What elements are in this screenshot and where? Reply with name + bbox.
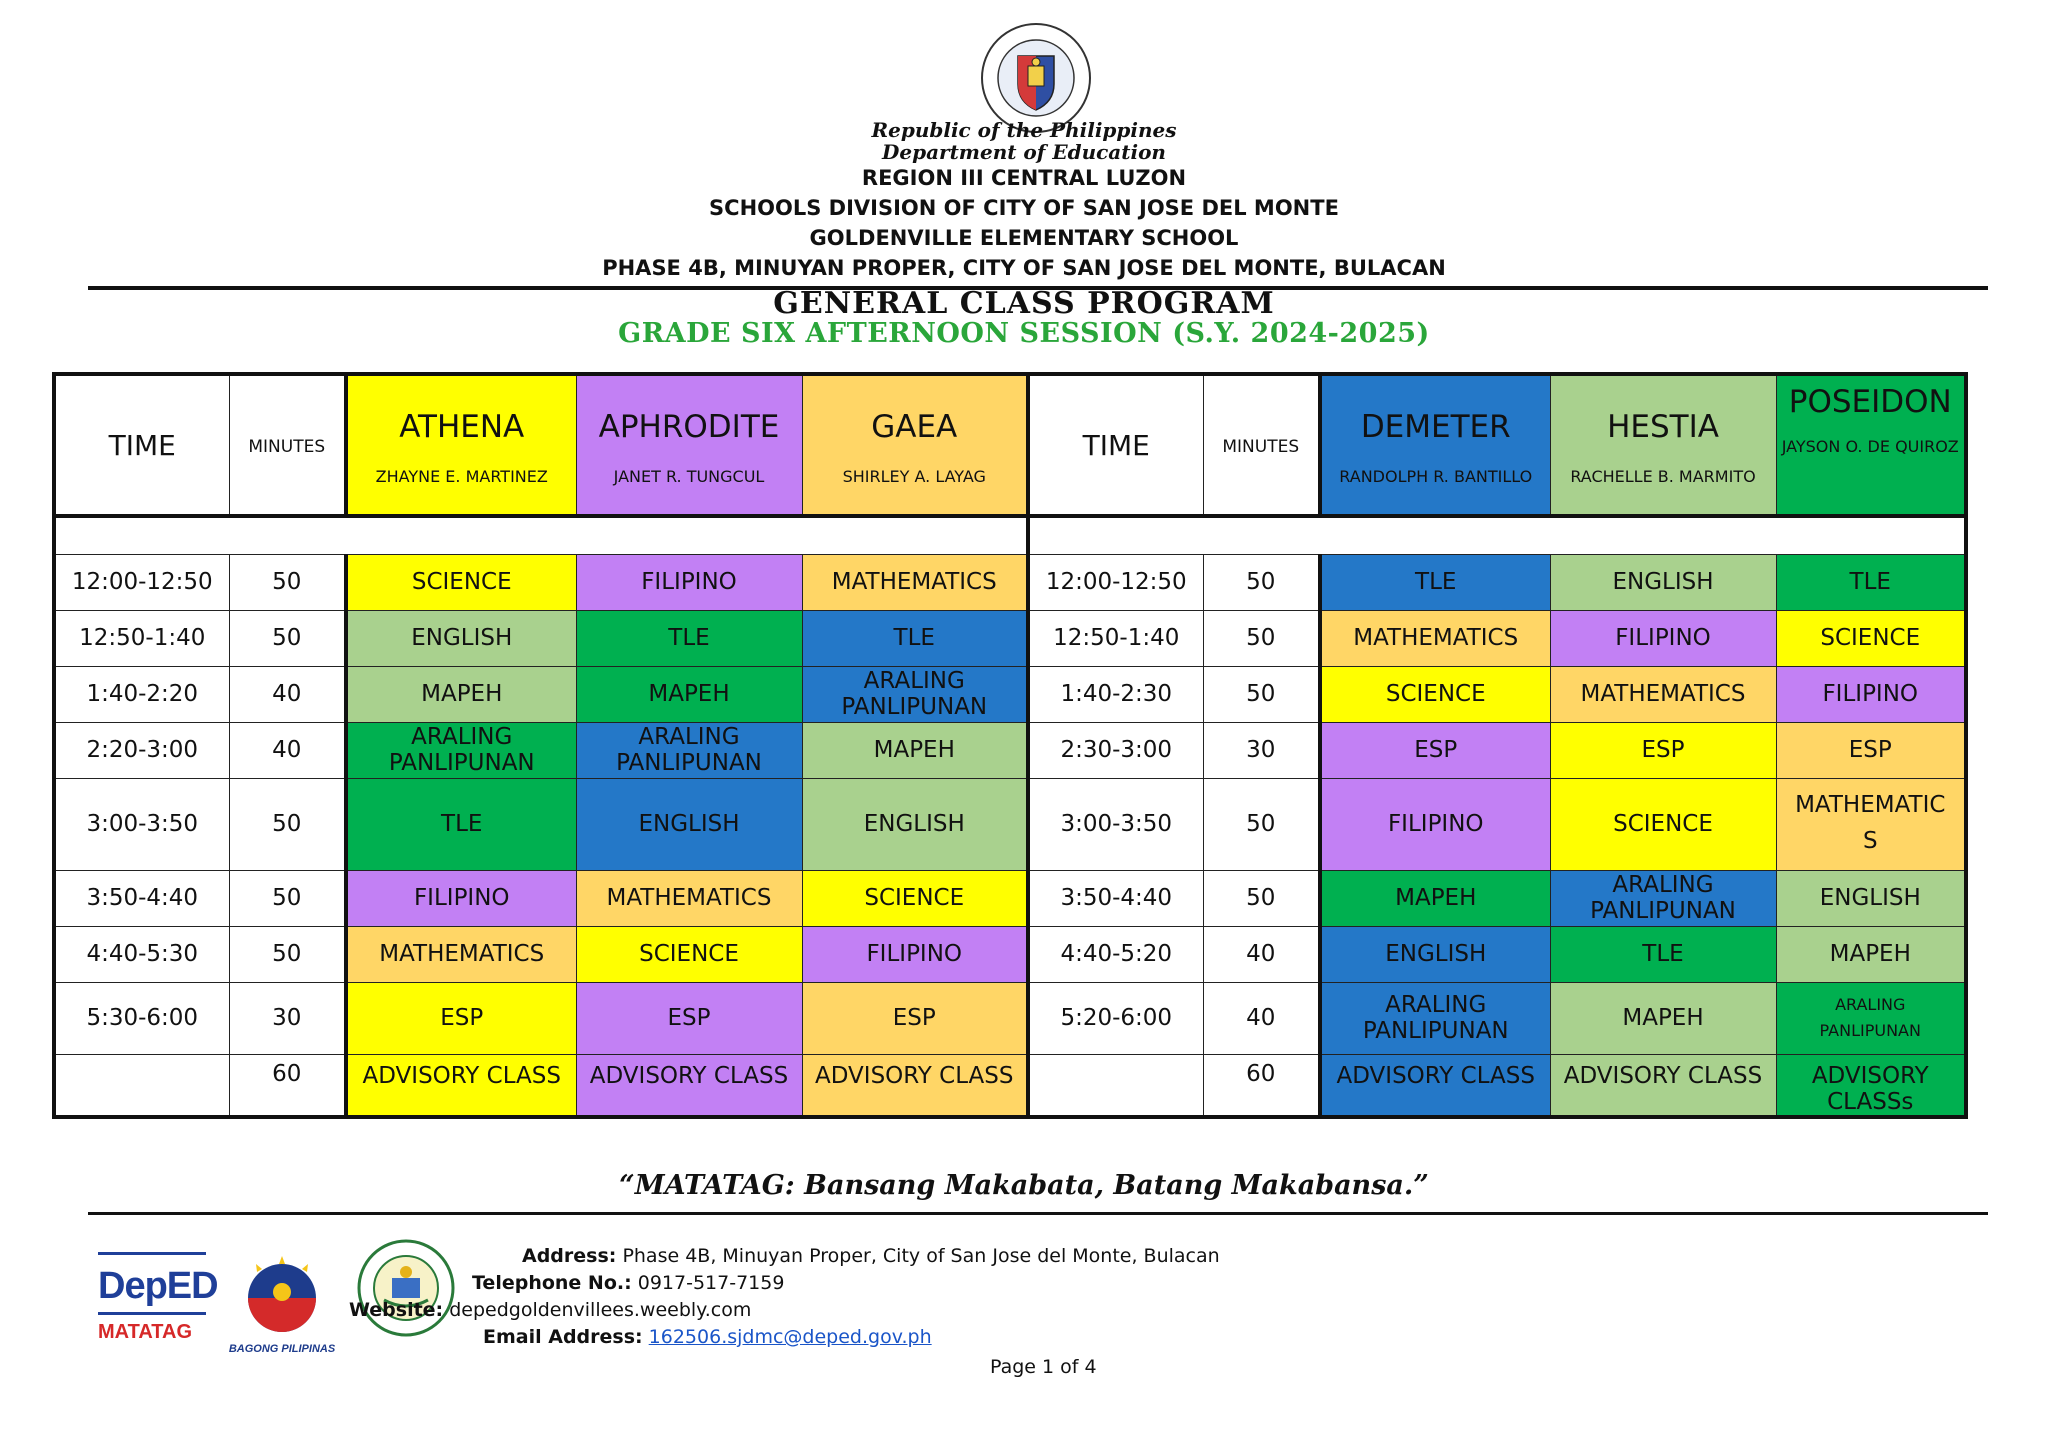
schedule-row bbox=[54, 722, 1966, 778]
subject-cell: ENGLISH bbox=[1320, 926, 1550, 982]
subject-cell: MAPEH bbox=[1776, 926, 1966, 982]
document-subtitle: GRADE SIX AFTERNOON SESSION (S.Y. 2024-2025) bbox=[618, 318, 1430, 349]
bagong-pilipinas-emblem-icon bbox=[222, 1252, 342, 1338]
time-cell: 12:00-12:50 bbox=[1028, 554, 1203, 610]
time-cell: 12:50-1:40 bbox=[1028, 610, 1203, 666]
subject-cell: FILIPINO bbox=[576, 554, 802, 610]
subject-cell: FILIPINO bbox=[1776, 666, 1966, 722]
goldenville-school-seal-logo bbox=[356, 1238, 456, 1338]
subject-cell: ESP bbox=[576, 982, 802, 1054]
minutes-cell: 50 bbox=[1203, 666, 1320, 722]
republic-line: Republic of the Philippines bbox=[871, 118, 1177, 142]
subject-cell: MAPEH bbox=[1550, 982, 1776, 1054]
minutes-cell: 50 bbox=[1203, 554, 1320, 610]
page-number: Page 1 of 4 bbox=[990, 1356, 1097, 1378]
subject-cell: SCIENCE bbox=[1776, 610, 1966, 666]
subject-cell: ESP bbox=[1550, 722, 1776, 778]
subject-cell: MATHEMATICS bbox=[346, 926, 576, 982]
subject-cell: SCIENCE bbox=[576, 926, 802, 982]
subject-cell: ARALING PANLIPUNAN bbox=[576, 722, 802, 778]
subject-cell: ADVISORY CLASS bbox=[346, 1054, 576, 1117]
time-cell: 3:50-4:40 bbox=[1028, 870, 1203, 926]
motto: “MATATAG: Bansang Makabata, Batang Makabansa.” bbox=[619, 1170, 1429, 1201]
subject-cell: MATHEMATICS bbox=[576, 870, 802, 926]
time-cell: 5:20-6:00 bbox=[1028, 982, 1203, 1054]
department-line: Department of Education bbox=[882, 140, 1166, 164]
subject-cell: FILIPINO bbox=[802, 926, 1028, 982]
minutes-cell: 30 bbox=[1203, 722, 1320, 778]
subject-cell: ADVISORY CLASS bbox=[1550, 1054, 1776, 1117]
spacer-left bbox=[54, 516, 1028, 554]
subject-cell: ADVISORY CLASS bbox=[1320, 1054, 1550, 1117]
minutes-cell: 50 bbox=[1203, 870, 1320, 926]
footer-rule bbox=[88, 1212, 1988, 1215]
class-schedule-table bbox=[52, 372, 1968, 1119]
subject-cell: ARALING PANLIPUNAN bbox=[1776, 982, 1966, 1054]
subject-cell: ARALING PANLIPUNAN bbox=[346, 722, 576, 778]
subject-cell: SCIENCE bbox=[1320, 666, 1550, 722]
subject-cell: TLE bbox=[1550, 926, 1776, 982]
minutes-cell: 40 bbox=[229, 666, 346, 722]
section-gaea: GAEA SHIRLEY A. LAYAG bbox=[802, 374, 1028, 516]
subject-cell: TLE bbox=[1776, 554, 1966, 610]
minutes-cell: 50 bbox=[229, 778, 346, 870]
schedule-row bbox=[54, 554, 1966, 610]
division-line: SCHOOLS DIVISION OF CITY OF SAN JOSE DEL MONTE bbox=[709, 196, 1339, 220]
email-link[interactable]: 162506.sjdmc@deped.gov.ph bbox=[648, 1326, 932, 1348]
time-cell: 12:00-12:50 bbox=[54, 554, 229, 610]
schedule-row bbox=[54, 778, 1966, 870]
region-line: REGION III CENTRAL LUZON bbox=[861, 166, 1187, 190]
subject-cell: ENGLISH bbox=[1776, 870, 1966, 926]
time-cell: 1:40-2:30 bbox=[1028, 666, 1203, 722]
spacer-right bbox=[1028, 516, 1966, 554]
time-cell bbox=[1028, 1054, 1203, 1117]
time-cell: 4:40-5:30 bbox=[54, 926, 229, 982]
schedule-row bbox=[54, 926, 1966, 982]
minutes-cell: 40 bbox=[1203, 926, 1320, 982]
time-cell: 1:40-2:20 bbox=[54, 666, 229, 722]
spacer-row bbox=[54, 516, 1966, 554]
subject-cell: TLE bbox=[802, 610, 1028, 666]
schedule-row bbox=[54, 1054, 1966, 1117]
subject-cell: MATHEMATICS bbox=[802, 554, 1028, 610]
subject-cell: MATHEMATICS bbox=[1320, 610, 1550, 666]
subject-cell: ESP bbox=[346, 982, 576, 1054]
subject-cell: ARALING PANLIPUNAN bbox=[1550, 870, 1776, 926]
subject-cell: FILIPINO bbox=[1320, 778, 1550, 870]
subject-cell: ARALING PANLIPUNAN bbox=[802, 666, 1028, 722]
subject-cell: FILIPINO bbox=[1550, 610, 1776, 666]
schedule-row bbox=[54, 982, 1966, 1054]
subject-cell: ESP bbox=[1320, 722, 1550, 778]
time-cell: 4:40-5:20 bbox=[1028, 926, 1203, 982]
subject-cell: MAPEH bbox=[802, 722, 1028, 778]
time-cell: 3:00-3:50 bbox=[54, 778, 229, 870]
subject-cell: MAPEH bbox=[576, 666, 802, 722]
section-hestia: HESTIA RACHELLE B. MARMITO bbox=[1550, 374, 1776, 516]
subject-cell: ENGLISH bbox=[576, 778, 802, 870]
header-row bbox=[54, 374, 1966, 516]
minutes-cell: 50 bbox=[229, 926, 346, 982]
minutes-cell: 60 bbox=[229, 1054, 346, 1117]
time-cell: 2:20-3:00 bbox=[54, 722, 229, 778]
subject-cell: MAPEH bbox=[346, 666, 576, 722]
subject-cell: ESP bbox=[1776, 722, 1966, 778]
time-header: TIME bbox=[54, 374, 229, 516]
subject-cell: ADVISORY CLASS bbox=[576, 1054, 802, 1117]
subject-cell: SCIENCE bbox=[346, 554, 576, 610]
subject-cell: TLE bbox=[1320, 554, 1550, 610]
subject-cell: ADVISORY CLASSs bbox=[1776, 1054, 1966, 1117]
subject-cell: MATHEMATICS bbox=[1550, 666, 1776, 722]
subject-cell: TLE bbox=[576, 610, 802, 666]
section-aphrodite: APHRODITE JANET R. TUNGCUL bbox=[576, 374, 802, 516]
subject-cell: ENGLISH bbox=[346, 610, 576, 666]
time-cell: 12:50-1:40 bbox=[54, 610, 229, 666]
schedule-row bbox=[54, 666, 1966, 722]
section-athena: ATHENA ZHAYNE E. MARTINEZ bbox=[346, 374, 576, 516]
subject-cell: SCIENCE bbox=[802, 870, 1028, 926]
subject-cell: TLE bbox=[346, 778, 576, 870]
schedule-row bbox=[54, 870, 1966, 926]
minutes-cell: 30 bbox=[229, 982, 346, 1054]
subject-cell: ESP bbox=[802, 982, 1028, 1054]
minutes-cell: 50 bbox=[1203, 778, 1320, 870]
minutes-cell: 50 bbox=[229, 554, 346, 610]
minutes-cell: 40 bbox=[229, 722, 346, 778]
time-header-right: TIME bbox=[1028, 374, 1203, 516]
subject-cell: ARALING PANLIPUNAN bbox=[1320, 982, 1550, 1054]
deped-matatag-logo: DepED MATATAG bbox=[98, 1252, 210, 1362]
subject-cell: ENGLISH bbox=[802, 778, 1028, 870]
subject-cell: MATHEMATIC S bbox=[1776, 778, 1966, 870]
subject-cell: MAPEH bbox=[1320, 870, 1550, 926]
time-cell: 5:30-6:00 bbox=[54, 982, 229, 1054]
minutes-cell: 60 bbox=[1203, 1054, 1320, 1117]
minutes-header-right: MINUTES bbox=[1203, 374, 1320, 516]
document-title: GENERAL CLASS PROGRAM bbox=[773, 286, 1275, 321]
time-cell: 3:00-3:50 bbox=[1028, 778, 1203, 870]
telephone-line: Telephone No.: 0917-517-7159 bbox=[472, 1272, 785, 1294]
subject-cell: FILIPINO bbox=[346, 870, 576, 926]
minutes-header: MINUTES bbox=[229, 374, 346, 516]
section-poseidon: POSEIDON JAYSON O. DE QUIROZ bbox=[1776, 374, 1966, 516]
bagong-pilipinas-logo: BAGONG PILIPINAS bbox=[222, 1252, 342, 1362]
schedule-row bbox=[54, 610, 1966, 666]
minutes-cell: 40 bbox=[1203, 982, 1320, 1054]
minutes-cell: 50 bbox=[229, 610, 346, 666]
website-line: Website: depedgoldenvillees.weebly.com bbox=[349, 1299, 752, 1321]
minutes-cell: 50 bbox=[1203, 610, 1320, 666]
time-cell: 3:50-4:40 bbox=[54, 870, 229, 926]
school-name: GOLDENVILLE ELEMENTARY SCHOOL bbox=[809, 226, 1239, 250]
subject-cell: ADVISORY CLASS bbox=[802, 1054, 1028, 1117]
address-line: Address: Phase 4B, Minuyan Proper, City of San Jose del Monte, Bulacan bbox=[522, 1245, 1220, 1267]
time-cell: 2:30-3:00 bbox=[1028, 722, 1203, 778]
school-address: PHASE 4B, MINUYAN PROPER, CITY OF SAN JOSE DEL MONTE, BULACAN bbox=[602, 256, 1446, 280]
email-line: Email Address: 162506.sjdmc@deped.gov.ph bbox=[483, 1326, 932, 1348]
subject-cell: SCIENCE bbox=[1550, 778, 1776, 870]
section-demeter: DEMETER RANDOLPH R. BANTILLO bbox=[1320, 374, 1550, 516]
time-cell bbox=[54, 1054, 229, 1117]
minutes-cell: 50 bbox=[229, 870, 346, 926]
subject-cell: ENGLISH bbox=[1550, 554, 1776, 610]
